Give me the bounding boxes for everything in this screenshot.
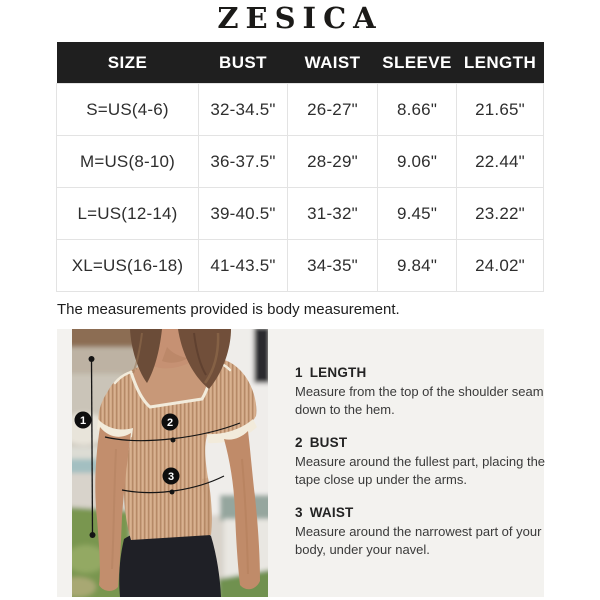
cell-waist: 31-32" <box>288 188 378 240</box>
guide-item-label: LENGTH <box>309 365 367 380</box>
guide-item-label: BUST <box>309 434 348 450</box>
body-measurement-note: The measurements provided is body measurement. <box>57 301 400 318</box>
cell-size: S=US(4-6) <box>57 84 199 136</box>
guide-item-number: 1 <box>295 365 303 380</box>
table-row-xl <box>57 240 544 292</box>
table-row-s <box>57 84 544 136</box>
cell-sleeve: 9.06" <box>378 136 457 188</box>
cell-size: XL=US(16-18) <box>57 240 199 292</box>
cell-length: 21.65" <box>457 84 544 136</box>
guide-item-description: Measure around the narrowest part of your body, under your navel. <box>295 523 542 557</box>
guide-item-title <box>295 365 553 380</box>
guide-item-title <box>295 505 553 520</box>
header-cell-sleeve: SLEEVE <box>378 42 457 84</box>
cell-sleeve: 9.45" <box>378 188 457 240</box>
header-cell-size: SIZE <box>57 42 199 84</box>
cell-length: 23.22" <box>457 188 544 240</box>
marker-waist-number: 3 <box>167 471 175 483</box>
guide-item-length <box>295 365 553 419</box>
marker-length <box>75 412 92 429</box>
window <box>254 329 268 383</box>
marker-waist <box>163 468 180 485</box>
cell-length: 24.02" <box>457 240 544 292</box>
model-photo <box>72 329 268 597</box>
marker-bust <box>162 414 179 431</box>
marker-bust-number: 2 <box>166 417 174 429</box>
table-row-m <box>57 136 544 188</box>
header-cell-length: LENGTH <box>457 42 544 84</box>
header-cell-waist: WAIST <box>288 42 378 84</box>
table-row-l <box>57 188 544 240</box>
guide-item-title <box>295 435 553 450</box>
cell-bust: 41-43.5" <box>199 240 288 292</box>
guide-item-bust <box>295 435 553 489</box>
measure-guide-text <box>295 365 553 575</box>
cell-waist: 28-29" <box>288 136 378 188</box>
cell-sleeve: 8.66" <box>378 84 457 136</box>
guide-item-description: Measure around the fullest part, placing the tape close up under the arms. <box>295 453 546 487</box>
size-table <box>56 42 544 292</box>
guide-item-label: WAIST <box>309 504 354 520</box>
cell-bust: 32-34.5" <box>199 84 288 136</box>
guide-item-waist <box>295 505 553 559</box>
cell-waist: 34-35" <box>288 240 378 292</box>
cell-size: L=US(12-14) <box>57 188 199 240</box>
cell-bust: 39-40.5" <box>199 188 288 240</box>
cell-sleeve: 9.84" <box>378 240 457 292</box>
guide-item-number: 3 <box>295 504 303 520</box>
cell-length: 22.44" <box>457 136 544 188</box>
header-cell-bust: BUST <box>199 42 288 84</box>
marker-length-number: 1 <box>79 415 87 427</box>
measure-guide-panel <box>57 329 544 597</box>
guide-item-number: 2 <box>295 434 303 450</box>
guide-item-description: Measure from the top of the shoulder seam down to the hem. <box>295 384 544 417</box>
cell-bust: 36-37.5" <box>199 136 288 188</box>
cell-waist: 26-27" <box>288 84 378 136</box>
table-header-row <box>57 42 544 84</box>
brand-logo: ZESICA <box>217 1 383 35</box>
cell-size: M=US(8-10) <box>57 136 199 188</box>
